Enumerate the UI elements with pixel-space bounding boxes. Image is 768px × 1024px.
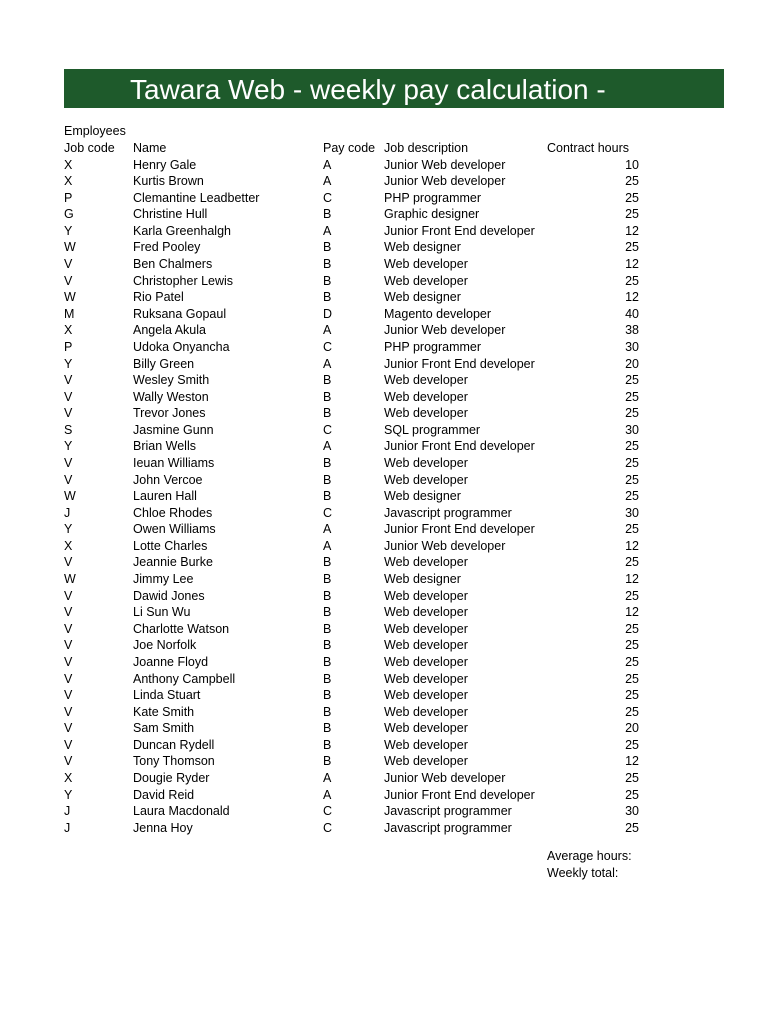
table-row [0, 356, 768, 373]
job-description-cell: Javascript programmer [384, 505, 512, 520]
summary-block [547, 848, 632, 881]
contract-hours-cell: 30 [625, 339, 639, 354]
contract-hours-cell: 25 [625, 240, 639, 255]
pay-code-cell: B [323, 406, 332, 421]
job-code-cell: V [64, 472, 73, 487]
contract-hours-cell: 25 [625, 373, 639, 388]
contract-hours-cell: 25 [625, 455, 639, 470]
name-cell: Christopher Lewis [133, 273, 234, 288]
table-row [0, 223, 768, 240]
name-cell: Dawid Jones [133, 588, 205, 603]
name-cell: Linda Stuart [133, 688, 201, 703]
pay-code-cell: A [323, 157, 332, 172]
column-header-job-description: Job description [384, 141, 469, 155]
average-hours-label: Average hours: [547, 849, 632, 863]
table-row [0, 571, 768, 588]
pay-code-cell: B [323, 389, 332, 404]
contract-hours-cell: 25 [625, 654, 639, 669]
job-description-cell: Web designer [384, 489, 461, 504]
table-row [0, 803, 768, 820]
pay-code-cell: B [323, 621, 332, 636]
job-description-cell: Junior Front End developer [384, 439, 535, 454]
name-cell: Jasmine Gunn [133, 422, 214, 437]
table-row [0, 621, 768, 638]
job-code-cell: Y [64, 356, 73, 371]
name-cell: Clemantine Leadbetter [133, 190, 260, 205]
contract-hours-cell: 30 [625, 505, 639, 520]
job-description-cell: Web developer [384, 605, 468, 620]
name-cell: Anthony Campbell [133, 671, 236, 686]
table-row [0, 289, 768, 306]
table-row [0, 737, 768, 754]
name-cell: John Vercoe [133, 472, 203, 487]
table-row [0, 339, 768, 356]
job-code-cell: V [64, 654, 73, 669]
contract-hours-cell: 25 [625, 273, 639, 288]
section-label: Employees [64, 124, 126, 138]
table-row [0, 455, 768, 472]
job-code-cell: V [64, 555, 73, 570]
table-header-row [0, 140, 768, 157]
name-cell: Fred Pooley [133, 240, 201, 255]
table-row [0, 422, 768, 439]
name-cell: Kate Smith [133, 704, 195, 719]
pay-code-cell: A [323, 787, 332, 802]
contract-hours-cell: 12 [625, 572, 639, 587]
contract-hours-cell: 30 [625, 422, 639, 437]
contract-hours-cell: 25 [625, 472, 639, 487]
name-cell: Lotte Charles [133, 538, 208, 553]
contract-hours-cell: 20 [625, 721, 639, 736]
contract-hours-cell: 25 [625, 389, 639, 404]
pay-code-cell: A [323, 770, 332, 785]
contract-hours-cell: 40 [625, 306, 639, 321]
table-row [0, 787, 768, 804]
name-cell: Joe Norfolk [133, 638, 197, 653]
contract-hours-cell: 12 [625, 223, 639, 238]
contract-hours-cell: 25 [625, 406, 639, 421]
pay-code-cell: B [323, 754, 332, 769]
pay-code-cell: B [323, 704, 332, 719]
table-row [0, 488, 768, 505]
pay-code-cell: B [323, 373, 332, 388]
table-row [0, 588, 768, 605]
job-description-cell: Junior Web developer [384, 538, 506, 553]
job-code-cell: V [64, 273, 73, 288]
table-row [0, 256, 768, 273]
pay-code-cell: B [323, 455, 332, 470]
pay-code-cell: A [323, 522, 332, 537]
job-code-cell: V [64, 754, 73, 769]
table-row [0, 820, 768, 837]
name-cell: Henry Gale [133, 157, 197, 172]
job-description-cell: Junior Front End developer [384, 522, 535, 537]
pay-code-cell: C [323, 422, 333, 437]
job-description-cell: Web developer [384, 257, 468, 272]
job-description-cell: Web developer [384, 555, 468, 570]
contract-hours-cell: 10 [625, 157, 639, 172]
pay-code-cell: B [323, 472, 332, 487]
pay-code-cell: B [323, 572, 332, 587]
pay-code-cell: A [323, 538, 332, 553]
name-cell: Sam Smith [133, 721, 195, 736]
job-code-cell: W [64, 240, 76, 255]
table-body [0, 157, 768, 837]
table-row [0, 206, 768, 223]
table-row [0, 322, 768, 339]
pay-code-cell: C [323, 820, 333, 835]
contract-hours-cell: 25 [625, 207, 639, 222]
job-description-cell: Junior Web developer [384, 157, 506, 172]
job-code-cell: V [64, 389, 73, 404]
name-cell: Duncan Rydell [133, 737, 215, 752]
job-description-cell: Junior Front End developer [384, 787, 535, 802]
contract-hours-cell: 12 [625, 605, 639, 620]
column-header-pay-code: Pay code [323, 141, 376, 155]
job-description-cell: SQL programmer [384, 422, 481, 437]
table-row [0, 389, 768, 406]
contract-hours-cell: 12 [625, 754, 639, 769]
name-cell: Angela Akula [133, 323, 206, 338]
job-code-cell: V [64, 621, 73, 636]
job-description-cell: Web developer [384, 373, 468, 388]
table-row [0, 173, 768, 190]
table-row [0, 753, 768, 770]
table-row [0, 521, 768, 538]
job-description-cell: Javascript programmer [384, 804, 512, 819]
job-code-cell: W [64, 290, 76, 305]
job-code-cell: V [64, 605, 73, 620]
job-code-cell: V [64, 257, 73, 272]
job-description-cell: Web developer [384, 721, 468, 736]
job-description-cell: Web developer [384, 273, 468, 288]
job-code-cell: J [64, 804, 71, 819]
table-row [0, 770, 768, 787]
job-description-cell: Junior Front End developer [384, 356, 535, 371]
contract-hours-cell: 12 [625, 257, 639, 272]
pay-code-cell: A [323, 356, 332, 371]
job-code-cell: P [64, 339, 73, 354]
job-code-cell: X [64, 538, 73, 553]
contract-hours-cell: 25 [625, 522, 639, 537]
name-cell: Ruksana Gopaul [133, 306, 227, 321]
table-row [0, 538, 768, 555]
contract-hours-cell: 25 [625, 638, 639, 653]
page-title: Tawara Web - weekly pay calculation - [130, 74, 606, 105]
job-description-cell: Junior Web developer [384, 770, 506, 785]
table-row [0, 687, 768, 704]
name-cell: Dougie Ryder [133, 770, 210, 785]
job-code-cell: V [64, 406, 73, 421]
name-cell: David Reid [133, 787, 195, 802]
name-cell: Trevor Jones [133, 406, 206, 421]
job-description-cell: Web developer [384, 671, 468, 686]
job-code-cell: X [64, 323, 73, 338]
job-code-cell: W [64, 489, 76, 504]
table-row [0, 604, 768, 621]
pay-code-cell: C [323, 804, 333, 819]
table-row [0, 157, 768, 174]
job-description-cell: Junior Front End developer [384, 223, 535, 238]
job-code-cell: X [64, 174, 73, 189]
job-description-cell: Web developer [384, 754, 468, 769]
job-description-cell: Web developer [384, 472, 468, 487]
job-description-cell: Web designer [384, 572, 461, 587]
name-cell: Rio Patel [133, 290, 184, 305]
contract-hours-cell: 12 [625, 538, 639, 553]
pay-code-cell: B [323, 737, 332, 752]
name-cell: Wesley Smith [133, 373, 210, 388]
name-cell: Li Sun Wu [133, 605, 191, 620]
job-description-cell: Web developer [384, 455, 468, 470]
name-cell: Laura Macdonald [133, 804, 230, 819]
table-row [0, 239, 768, 256]
job-code-cell: M [64, 306, 75, 321]
job-description-cell: Web developer [384, 688, 468, 703]
job-code-cell: V [64, 455, 73, 470]
pay-code-cell: B [323, 638, 332, 653]
pay-code-cell: B [323, 588, 332, 603]
table-row [0, 671, 768, 688]
job-code-cell: Y [64, 223, 73, 238]
job-code-cell: V [64, 588, 73, 603]
table-row [0, 438, 768, 455]
pay-code-cell: B [323, 207, 332, 222]
job-code-cell: V [64, 373, 73, 388]
job-description-cell: Junior Web developer [384, 323, 506, 338]
job-code-cell: V [64, 688, 73, 703]
pay-code-cell: A [323, 439, 332, 454]
job-description-cell: Web developer [384, 389, 468, 404]
contract-hours-cell: 38 [625, 323, 639, 338]
table-row [0, 405, 768, 422]
contract-hours-cell: 25 [625, 621, 639, 636]
job-code-cell: X [64, 770, 73, 785]
job-code-cell: Y [64, 522, 73, 537]
table-row [0, 273, 768, 290]
job-description-cell: Web developer [384, 638, 468, 653]
table-row [0, 372, 768, 389]
name-cell: Charlotte Watson [133, 621, 230, 636]
job-description-cell: PHP programmer [384, 190, 482, 205]
pay-code-cell: B [323, 290, 332, 305]
job-code-cell: V [64, 638, 73, 653]
pay-code-cell: C [323, 190, 333, 205]
job-code-cell: J [64, 820, 71, 835]
name-cell: Ben Chalmers [133, 257, 213, 272]
pay-code-cell: B [323, 721, 332, 736]
job-code-cell: P [64, 190, 73, 205]
pay-code-cell: B [323, 555, 332, 570]
job-description-cell: Graphic designer [384, 207, 480, 222]
contract-hours-cell: 25 [625, 704, 639, 719]
name-cell: Christine Hull [133, 207, 208, 222]
column-header-name: Name [133, 141, 167, 155]
table-row [0, 654, 768, 671]
contract-hours-cell: 25 [625, 671, 639, 686]
job-description-cell: Web developer [384, 406, 468, 421]
job-code-cell: G [64, 207, 74, 222]
pay-code-cell: B [323, 240, 332, 255]
job-code-cell: X [64, 157, 73, 172]
name-cell: Jimmy Lee [133, 572, 194, 587]
job-code-cell: V [64, 721, 73, 736]
table-row [0, 190, 768, 207]
job-description-cell: Web developer [384, 654, 468, 669]
table-row [0, 505, 768, 522]
job-description-cell: Web developer [384, 704, 468, 719]
contract-hours-cell: 25 [625, 737, 639, 752]
employee-table [0, 140, 768, 836]
name-cell: Jeannie Burke [133, 555, 213, 570]
job-code-cell: W [64, 572, 76, 587]
pay-code-cell: D [323, 306, 333, 321]
job-description-cell: Web developer [384, 588, 468, 603]
contract-hours-cell: 25 [625, 190, 639, 205]
column-header-contract-hours: Contract hours [547, 141, 629, 155]
job-description-cell: Web developer [384, 621, 468, 636]
contract-hours-cell: 25 [625, 555, 639, 570]
pay-code-cell: B [323, 688, 332, 703]
job-code-cell: Y [64, 787, 73, 802]
job-description-cell: PHP programmer [384, 339, 482, 354]
table-row [0, 720, 768, 737]
contract-hours-cell: 25 [625, 770, 639, 785]
job-description-cell: Web designer [384, 290, 461, 305]
table-row [0, 554, 768, 571]
name-cell: Brian Wells [133, 439, 196, 454]
contract-hours-cell: 30 [625, 804, 639, 819]
job-code-cell: V [64, 704, 73, 719]
weekly-total-label: Weekly total: [547, 865, 619, 880]
name-cell: Kurtis Brown [133, 174, 204, 189]
job-code-cell: V [64, 737, 73, 752]
name-cell: Owen Williams [133, 522, 216, 537]
name-cell: Karla Greenhalgh [133, 223, 231, 238]
job-description-cell: Web designer [384, 240, 461, 255]
pay-code-cell: A [323, 323, 332, 338]
contract-hours-cell: 25 [625, 588, 639, 603]
pay-code-cell: A [323, 174, 332, 189]
pay-code-cell: B [323, 257, 332, 272]
contract-hours-cell: 25 [625, 439, 639, 454]
table-row [0, 306, 768, 323]
job-code-cell: S [64, 422, 73, 437]
job-code-cell: V [64, 671, 73, 686]
pay-code-cell: B [323, 273, 332, 288]
contract-hours-cell: 25 [625, 787, 639, 802]
contract-hours-cell: 25 [625, 174, 639, 189]
job-description-cell: Web developer [384, 737, 468, 752]
name-cell: Jenna Hoy [133, 820, 193, 835]
table-row [0, 637, 768, 654]
table-row [0, 472, 768, 489]
name-cell: Wally Weston [133, 389, 209, 404]
pay-code-cell: B [323, 605, 332, 620]
name-cell: Chloe Rhodes [133, 505, 213, 520]
job-code-cell: Y [64, 439, 73, 454]
contract-hours-cell: 12 [625, 290, 639, 305]
contract-hours-cell: 25 [625, 688, 639, 703]
job-code-cell: J [64, 505, 71, 520]
name-cell: Billy Green [133, 356, 195, 371]
pay-code-cell: B [323, 671, 332, 686]
job-description-cell: Javascript programmer [384, 820, 512, 835]
pay-code-cell: B [323, 489, 332, 504]
contract-hours-cell: 25 [625, 820, 639, 835]
name-cell: Ieuan Williams [133, 455, 215, 470]
job-description-cell: Junior Web developer [384, 174, 506, 189]
name-cell: Udoka Onyancha [133, 339, 230, 354]
name-cell: Joanne Floyd [133, 654, 209, 669]
pay-code-cell: C [323, 505, 333, 520]
contract-hours-cell: 20 [625, 356, 639, 371]
table-row [0, 704, 768, 721]
job-description-cell: Magento developer [384, 306, 492, 321]
name-cell: Lauren Hall [133, 489, 197, 504]
contract-hours-cell: 25 [625, 489, 639, 504]
pay-code-cell: A [323, 223, 332, 238]
pay-code-cell: C [323, 339, 333, 354]
pay-code-cell: B [323, 654, 332, 669]
name-cell: Tony Thomson [133, 754, 215, 769]
column-header-job-code: Job code [64, 141, 115, 155]
